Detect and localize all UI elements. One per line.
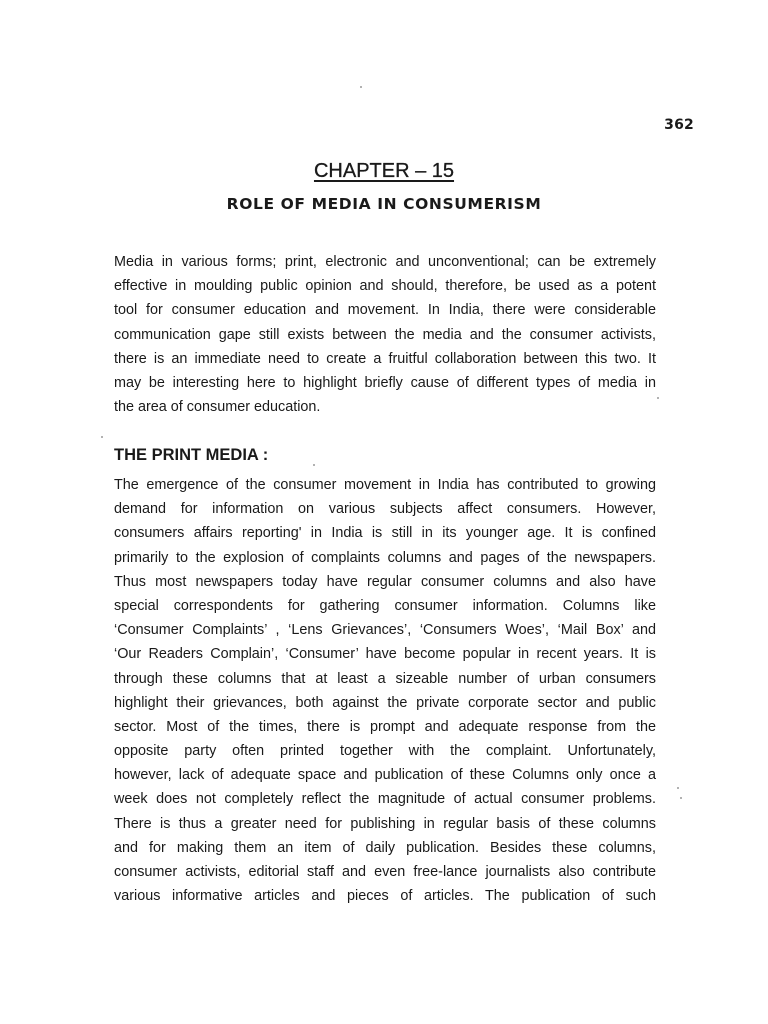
scan-speck xyxy=(677,787,679,789)
paragraph-line: through these columns that at least a sizeable number of urban consumers xyxy=(114,670,656,687)
paragraph-line: There is thus a greater need for publishing in regular basis of these columns xyxy=(114,815,656,832)
paragraph-line: may be interesting here to highlight briefly cause of different types of media in xyxy=(114,374,656,391)
scan-speck xyxy=(680,797,682,799)
print-media-paragraph xyxy=(114,473,656,908)
paragraph-line: The emergence of the consumer movement in India has contributed to growing xyxy=(114,477,656,493)
paragraph-line: ‘Consumer Complaints’ , ‘Lens Grievances’, ‘Consumers Woes’, ‘Mail Box’ and xyxy=(114,622,656,639)
paragraph-line: tool for consumer education and movement. In India, there were considerable xyxy=(114,302,656,319)
paragraph-line: and for making them an item of daily publication. Besides these columns, xyxy=(114,839,656,856)
scan-speck xyxy=(657,397,659,399)
paragraph-line: consumer activists, editorial staff and even free-lance journalists also contribute xyxy=(114,864,656,880)
scan-speck xyxy=(313,464,315,466)
paragraph-line: week does not completely reflect the magnitude of actual consumer problems. xyxy=(114,791,656,808)
paragraph-line: sector. Most of the times, there is prompt and adequate response from the xyxy=(114,718,656,735)
chapter-title: ROLE OF MEDIA IN CONSUMERISM xyxy=(226,195,542,213)
paragraph-line: Media in various forms; print, electronic and unconventional; can be extremely xyxy=(114,254,656,270)
paragraph-line: ‘Our Readers Complain’, ‘Consumer’ have become popular in recent years. It is xyxy=(114,646,656,663)
chapter-label: CHAPTER – 15 xyxy=(313,160,455,182)
paragraph-line: primarily to the explosion of complaints columns and pages of the newspapers. xyxy=(114,549,656,566)
paragraph-line: consumers affairs reporting' in India is still in its younger age. It is confined xyxy=(114,525,656,542)
chapter-heading xyxy=(0,160,768,183)
paragraph-line: various informative articles and pieces of articles. The publication of such xyxy=(114,888,656,905)
paragraph-line: the area of consumer education. xyxy=(114,399,321,416)
paragraph-line: special correspondents for gathering consumer information. Columns like xyxy=(114,597,656,614)
intro-paragraph xyxy=(114,250,656,419)
paragraph-line: Thus most newspapers today have regular consumer columns and also have xyxy=(114,573,656,590)
paragraph-line: communication gape still exists between the media and the consumer activists, xyxy=(114,326,656,343)
section-heading: THE PRINT MEDIA : xyxy=(114,446,269,464)
paragraph-line: effective in moulding public opinion and should, therefore, be used as a potent xyxy=(114,278,656,295)
page-number: 362 xyxy=(664,117,694,133)
paragraph-line: opposite party often printed together with the complaint. Unfortunately, xyxy=(114,743,656,760)
scan-speck xyxy=(101,436,103,438)
paragraph-line: however, lack of adequate space and publication of these Columns only once a xyxy=(114,767,656,784)
paragraph-line: there is an immediate need to create a fruitful collaboration between this two. It xyxy=(114,350,656,367)
paragraph-line: demand for information on various subjects affect consumers. However, xyxy=(114,501,656,518)
scan-speck xyxy=(360,86,362,88)
paragraph-line: highlight their grievances, both against the private corporate sector and public xyxy=(114,694,656,711)
